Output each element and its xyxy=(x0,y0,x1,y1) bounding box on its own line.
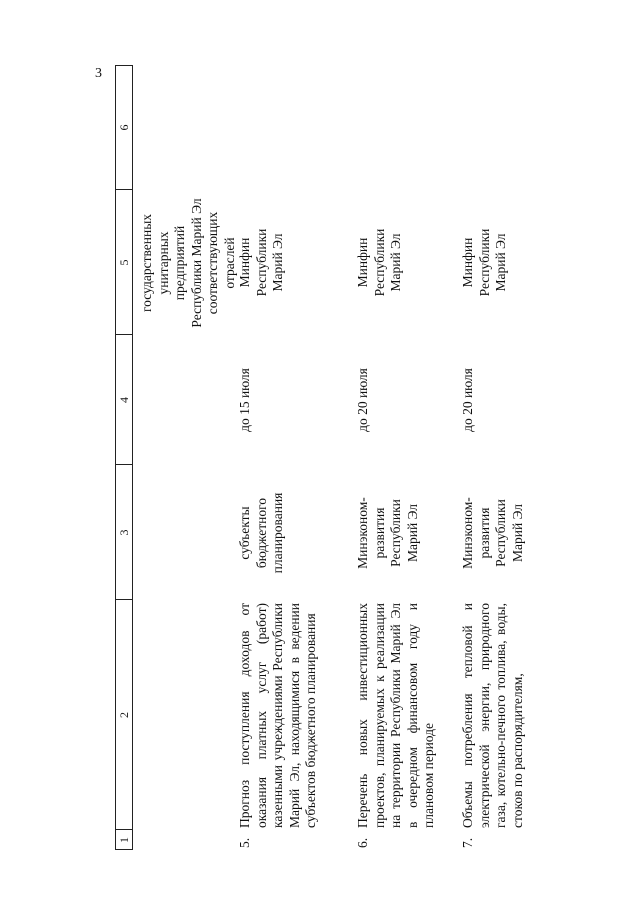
header-col-1: 1 xyxy=(117,837,131,843)
rotated-table xyxy=(115,65,545,850)
cell-recipient-continued: государственных унитарных предприятий Республики Марий Эл соответствующих отраслей xyxy=(139,198,237,328)
page-number: 3 xyxy=(95,66,102,81)
row-number: 7. xyxy=(460,837,475,848)
header-col-2: 2 xyxy=(117,712,131,718)
table-header-row xyxy=(115,65,133,850)
cell-description: Прогноз поступления доходов от оказания платных услуг (работ) казенными учреждениями Республики Марий Эл, находящимися в ведении субъектов бюджетного планирования xyxy=(237,603,318,828)
cell-executor: Минэконом-развития Республики Марий Эл xyxy=(460,497,525,569)
header-col-3: 3 xyxy=(117,529,131,536)
cell-executor: Минэконом-развития Республики Марий Эл xyxy=(355,497,420,569)
header-col-6: 6 xyxy=(117,124,131,131)
table-row xyxy=(355,65,455,850)
cell-executor: субъекты бюджетного планирования xyxy=(237,492,285,574)
cell-deadline: до 15 июля xyxy=(237,368,252,432)
cell-deadline: до 20 июля xyxy=(460,368,475,432)
header-col-4: 4 xyxy=(117,397,131,403)
table-row-continued xyxy=(139,65,237,850)
cell-deadline: до 20 июля xyxy=(355,368,370,432)
table-row xyxy=(237,65,347,850)
cell-description: Перечень новых инвестиционных проектов, планируемых к реализации на территории Республики Марий Эл в очередном финансовом году и плановом периоде xyxy=(355,603,436,828)
cell-recipient: Минфин Республики Марий Эл xyxy=(355,228,403,297)
row-number: 5. xyxy=(237,837,252,848)
cell-recipient: Минфин Республики Марий Эл xyxy=(237,228,285,297)
cell-recipient: Минфин Республики Марий Эл xyxy=(460,228,508,297)
cell-description: Объемы потребления тепловой и электрической энергии, природного газа, котельно-печного топлива, воды, стоков по распорядителям, xyxy=(460,603,525,828)
header-col-5: 5 xyxy=(117,259,131,266)
table-row xyxy=(460,65,545,850)
row-number: 6. xyxy=(355,837,370,848)
